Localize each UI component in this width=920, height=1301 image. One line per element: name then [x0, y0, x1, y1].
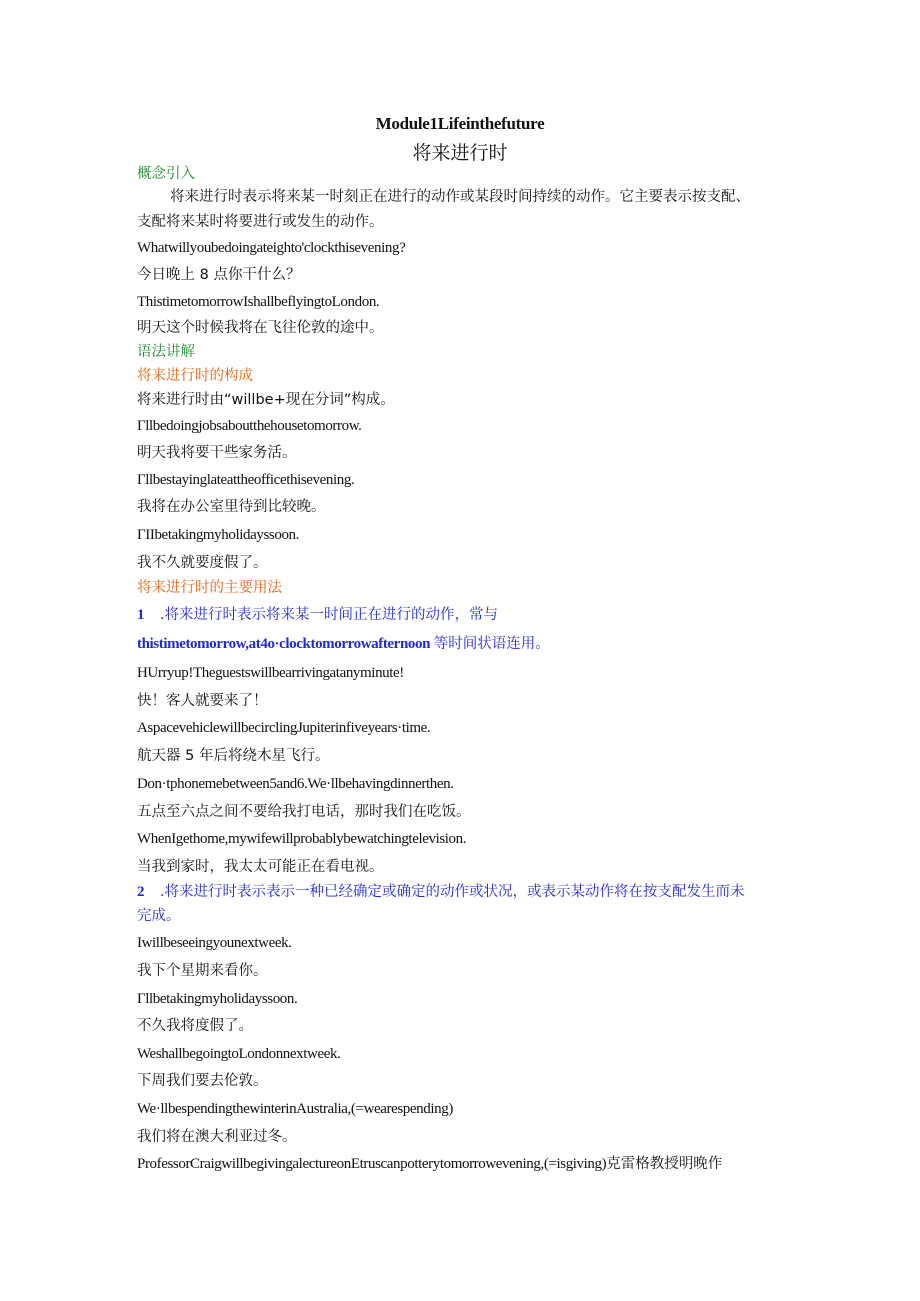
- section-structure-heading: 将来进行时的构成: [137, 368, 253, 384]
- structure-example3-en: ΓIIbetakingmyholidayssoon.: [137, 527, 299, 543]
- usage1-example4-zh: 当我到家时，我太太可能正在看电视。: [137, 859, 384, 875]
- intro-paragraph-line2: 支配将来某时将要进行或发生的动作。: [137, 214, 384, 230]
- usage1-example4-en: WhenIgethome,mywifewillprobablybewatchingtelevision.: [137, 831, 467, 847]
- usage1-time-phrases: thistimetomorrow,at4o·clocktomorrowafternoon: [137, 636, 431, 652]
- usage1-heading-tail: 等时间状语连用。: [433, 636, 550, 652]
- usage2-example5-zh: 克雷格教授明晚作: [606, 1156, 723, 1172]
- usage1-example3-zh: 五点至六点之间不要给我打电话，那时我们在吃饭。: [137, 804, 471, 820]
- section-grammar-heading: 语法讲解: [137, 344, 195, 360]
- usage2-heading-line2: 完成。: [137, 908, 181, 924]
- intro-paragraph-line1: 将来进行时表示将来某一时刻正在进行的动作或某段时间持续的动作。它主要表示按支配、: [170, 189, 750, 205]
- usage2-example3-en: WeshallbegoingtoLondonnextweek.: [137, 1046, 341, 1062]
- section-concept-heading: 概念引入: [137, 166, 195, 182]
- structure-example1-en: Γllbedoingjobsaboutthehousetomorrow.: [137, 418, 362, 434]
- usage2-example1-zh: 我下个星期来看你。: [137, 963, 268, 979]
- usage2-example2-zh: 不久我将度假了。: [137, 1018, 253, 1034]
- usage2-example3-zh: 下周我们要去伦敦。: [137, 1073, 268, 1089]
- usage1-example1-zh: 快！客人就要来了！: [137, 693, 268, 709]
- usage1-number: 1: [137, 607, 145, 623]
- usage1-example1-en: HUrryup!Theguestswillbearrivingatanyminute!: [137, 665, 404, 681]
- usage2-example1-en: Iwillbeseeingyounextweek.: [137, 935, 292, 951]
- structure-example1-zh: 明天我将要干些家务活。: [137, 445, 297, 461]
- intro-example1-zh: 今日晚上 8 点你干什么？: [137, 267, 301, 283]
- usage1-example2-en: AspacevehiclewillbecirclingJupiterinfiveyears·time.: [137, 720, 431, 736]
- section-usage-heading: 将来进行时的主要用法: [137, 580, 282, 596]
- usage2-number: 2: [137, 884, 145, 900]
- structure-example2-en: Γllbestayinglateattheofficethisevening.: [137, 472, 355, 488]
- structure-example3-zh: 我不久就要度假了。: [137, 555, 268, 571]
- usage2-heading: [137, 882, 744, 902]
- usage1-example3-en: Don·tphonemebetween5and6.We·llbehavingdinnerthen.: [137, 776, 454, 792]
- usage2-example4-en: We·llbespendingthewinterinAustralia,(=wearespending): [137, 1101, 453, 1117]
- usage1-heading-text: .将来进行时表示将来某一时间正在进行的动作，常与: [159, 607, 498, 623]
- intro-example2-zh: 明天这个时候我将在飞往伦敦的途中。: [137, 320, 384, 336]
- usage1-example2-zh: 航天器 5 年后将绕木星飞行。: [137, 748, 330, 764]
- structure-description: 将来进行时由“willbe+现在分词”构成。: [137, 392, 395, 408]
- usage2-example5: [137, 1154, 722, 1174]
- structure-example2-zh: 我将在办公室里待到比较晚。: [137, 499, 326, 515]
- usage2-example5-en: ProfessorCraigwillbegivingalectureonEtruscanpotterytomorrowevening,(=isgiving): [137, 1156, 607, 1172]
- intro-example2-en: ThistimetomorrowIshallbeflyingtoLondon.: [137, 294, 380, 310]
- usage1-heading-terms: [137, 634, 550, 654]
- intro-example1-en: Whatwillyoubedoingateighto'clockthisevening?: [137, 240, 406, 256]
- usage1-heading: [137, 605, 498, 625]
- usage2-example2-en: Γllbetakingmyholidayssoon.: [137, 991, 298, 1007]
- usage2-example4-zh: 我们将在澳大利亚过冬。: [137, 1129, 297, 1145]
- usage2-heading-text: .将来进行时表示表示一种已经确定或确定的动作或状况，或表示某动作将在按支配发生而未: [159, 884, 745, 900]
- module-title: Module1Lifeinthefuture: [375, 114, 545, 133]
- topic-title: 将来进行时: [412, 142, 508, 164]
